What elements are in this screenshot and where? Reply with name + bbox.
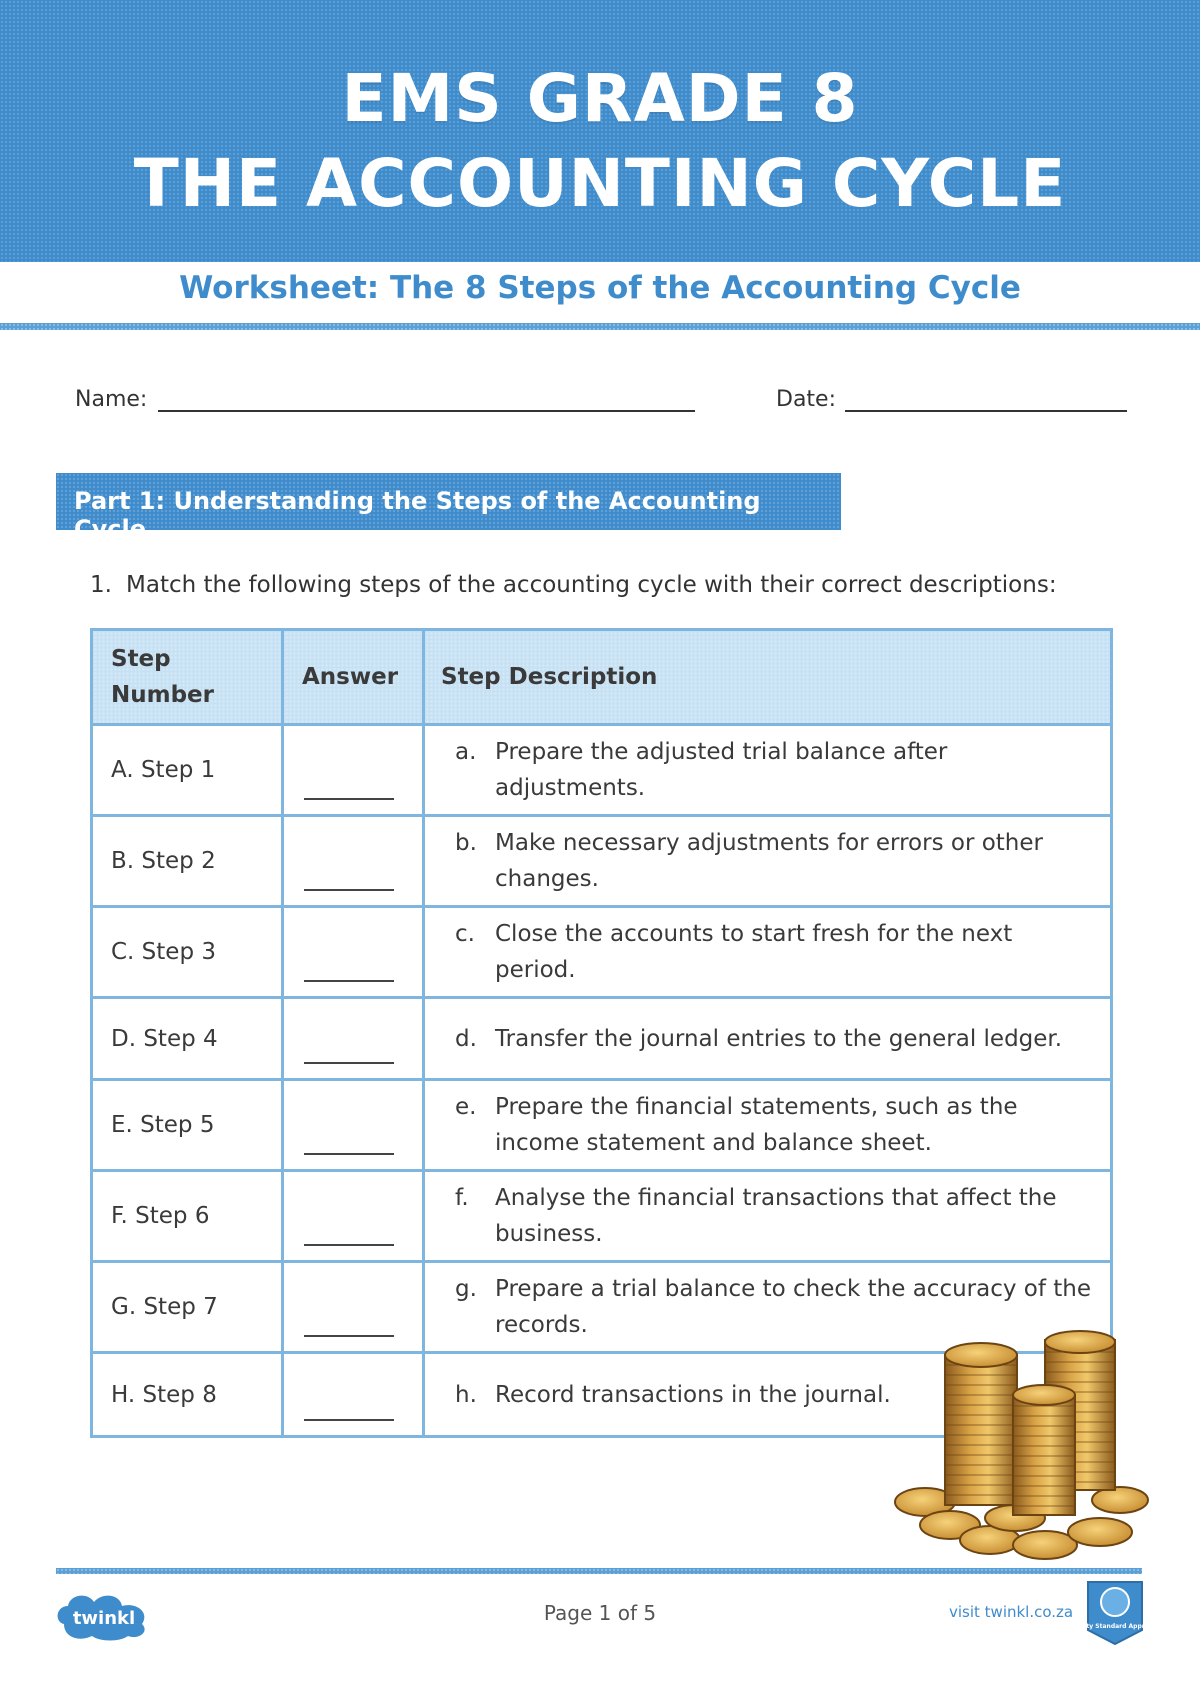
description-text: Prepare the financial statements, such as the income statement and balance sheet. <box>495 1094 1018 1156</box>
badge-text: Quality Standard Approved <box>1068 1623 1162 1630</box>
answer-blank[interactable] <box>304 1419 394 1421</box>
description-text: Make necessary adjustments for errors or other changes. <box>495 830 1043 892</box>
worksheet-subtitle: Worksheet: The 8 Steps of the Accounting Cycle <box>179 270 1021 306</box>
description-letter: h. <box>455 1381 477 1408</box>
answer-cell[interactable] <box>283 725 424 816</box>
description-cell <box>424 998 1112 1080</box>
answer-blank[interactable] <box>304 1244 394 1246</box>
description-text: Prepare the adjusted trial balance after adjustments. <box>495 739 948 801</box>
description-text: Transfer the journal entries to the general ledger. <box>495 1025 1063 1052</box>
step-cell: B. Step 2 <box>92 816 283 907</box>
answer-cell[interactable] <box>283 907 424 998</box>
title-line-1: EMS GRADE 8 <box>341 60 859 137</box>
answer-blank[interactable] <box>304 980 394 982</box>
title-banner <box>0 0 1200 262</box>
description-letter: g. <box>455 1276 477 1302</box>
answer-cell[interactable] <box>283 816 424 907</box>
question-1 <box>90 572 1057 598</box>
table-row <box>92 1080 1112 1171</box>
step-cell: H. Step 8 <box>92 1353 283 1437</box>
header-answer: Answer <box>283 630 424 725</box>
step-cell: G. Step 7 <box>92 1262 283 1353</box>
page-number: Page 1 of 5 <box>543 1601 657 1625</box>
description-text: Close the accounts to start fresh for the next period. <box>495 921 1013 983</box>
table-row <box>92 816 1112 907</box>
description-letter: f. <box>455 1185 469 1211</box>
part-1-heading: Part 1: Understanding the Steps of the Accounting Cycle <box>56 473 841 530</box>
quality-badge-icon <box>1068 1578 1162 1648</box>
description-cell <box>424 907 1112 998</box>
table-row <box>92 998 1112 1080</box>
answer-cell[interactable] <box>283 1080 424 1171</box>
answer-blank[interactable] <box>304 1062 394 1064</box>
visit-link[interactable]: visit twinkl.co.za <box>949 1603 1074 1621</box>
description-text: Prepare a trial balance to check the accuracy of the records. <box>495 1276 1092 1338</box>
answer-cell[interactable] <box>283 1171 424 1262</box>
description-letter: d. <box>455 1025 477 1052</box>
table-header-row <box>92 630 1112 725</box>
question-text: Match the following steps of the accounting cycle with their correct descriptions: <box>126 572 1057 598</box>
table-row <box>92 1262 1112 1353</box>
coins-illustration <box>895 1340 1150 1570</box>
header-step-number: Step Number <box>92 630 283 725</box>
description-cell <box>424 1262 1112 1353</box>
description-letter: b. <box>455 830 477 856</box>
description-cell <box>424 816 1112 907</box>
description-cell <box>424 725 1112 816</box>
name-field[interactable] <box>158 410 695 412</box>
description-text: Analyse the financial transactions that affect the business. <box>495 1185 1057 1247</box>
step-cell: C. Step 3 <box>92 907 283 998</box>
table-row <box>92 907 1112 998</box>
question-number: 1. <box>90 572 112 598</box>
date-field[interactable] <box>845 410 1127 412</box>
logo-text: twinkl <box>72 1608 136 1629</box>
description-letter: c. <box>455 921 475 947</box>
table-row <box>92 1171 1112 1262</box>
date-label: Date: <box>776 387 836 412</box>
answer-blank[interactable] <box>304 798 394 800</box>
step-cell: E. Step 5 <box>92 1080 283 1171</box>
description-letter: a. <box>455 739 477 765</box>
description-text: Record transactions in the journal. <box>495 1381 891 1408</box>
name-label: Name: <box>75 387 148 412</box>
answer-cell[interactable] <box>283 1262 424 1353</box>
step-cell: A. Step 1 <box>92 725 283 816</box>
answer-blank[interactable] <box>304 1153 394 1155</box>
description-letter: e. <box>455 1094 477 1120</box>
title-line-2: THE ACCOUNTING CYCLE <box>133 145 1067 222</box>
answer-blank[interactable] <box>304 889 394 891</box>
answer-cell[interactable] <box>283 998 424 1080</box>
answer-blank[interactable] <box>304 1335 394 1337</box>
answer-cell[interactable] <box>283 1353 424 1437</box>
step-cell: D. Step 4 <box>92 998 283 1080</box>
header-step-description: Step Description <box>424 630 1112 725</box>
matching-table <box>90 628 1113 1438</box>
description-cell <box>424 1171 1112 1262</box>
divider-bottom <box>56 1568 1142 1574</box>
description-cell <box>424 1080 1112 1171</box>
divider-top <box>0 323 1200 330</box>
table-row <box>92 725 1112 816</box>
step-cell: F. Step 6 <box>92 1171 283 1262</box>
